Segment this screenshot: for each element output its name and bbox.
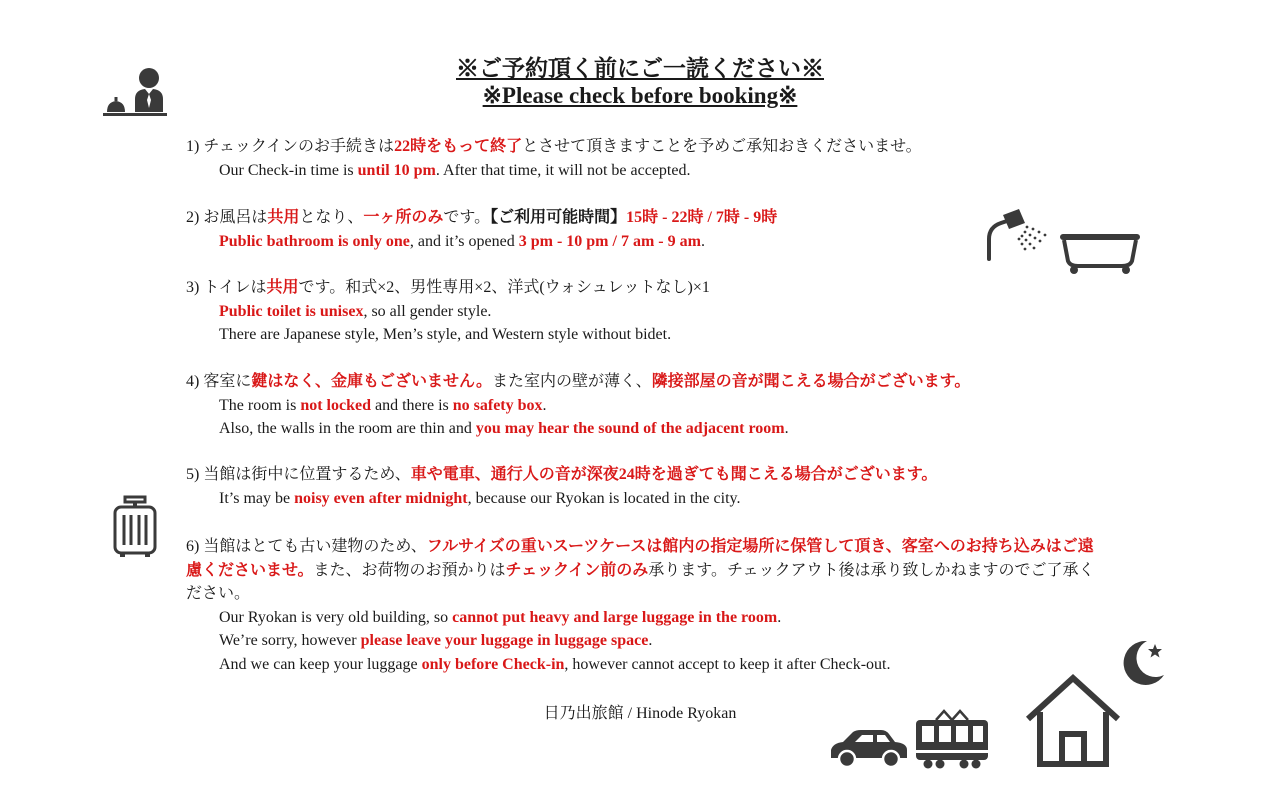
notice-jp-line (186, 276, 1096, 300)
notice-text: Our Check-in time is (219, 161, 358, 179)
notice-text: 4) 客室に (186, 373, 252, 390)
notice-en-line (186, 606, 1096, 630)
emphasis-text: 隣接部屋の音が聞こえる場合がございます。 (651, 373, 971, 390)
emphasis-text: Public toilet is unisex (219, 302, 364, 320)
notice-text: また室内の壁が薄く、 (491, 373, 652, 390)
notice-text: It’s may be (219, 489, 295, 507)
shower-icon (985, 207, 1051, 263)
emphasis-text: noisy even after midnight (294, 489, 468, 507)
notice-text: . After that time, it will not be accepted. (435, 161, 691, 179)
notice-jp-line (186, 535, 1096, 606)
notice-text: とさせて頂きますことを予めご承知おきくださいませ。 (522, 138, 922, 155)
emphasis-text: no safety box (452, 396, 543, 414)
notice-jp-line (186, 206, 1096, 230)
emphasis-text: 一ヶ所のみ (363, 209, 444, 226)
notice-item-toilet (186, 276, 1096, 347)
notice-text: Also, the walls in the room are thin and (219, 420, 476, 437)
emphasis-text: 車や電車、通行人の音が深夜24時を過ぎても聞こえる場合がございます。 (410, 466, 938, 483)
notice-text: 【ご利用可能時間】 (490, 209, 627, 226)
emphasis-text: until 10 pm (357, 161, 436, 179)
notice-text: となり、 (299, 209, 364, 226)
notice-text: . (784, 420, 789, 437)
notice-text: 5) 当館は街中に位置するため、 (186, 466, 411, 483)
notice-item-luggage (186, 535, 1096, 676)
page-title-en: ※Please check before booking※ (482, 83, 798, 108)
notice-text: The room is (219, 396, 301, 414)
notice-text: . (648, 632, 653, 649)
notice-text: and there is (371, 396, 453, 414)
notice-text: , and it’s opened (409, 232, 519, 250)
emphasis-text: please leave your luggage in luggage space (360, 632, 649, 649)
notice-text: 承ります。チェックアウト後は承り致しかねますのでご了承ください。 (186, 561, 1095, 602)
notice-item-room (186, 370, 1096, 441)
notice-item-bathroom (186, 206, 1096, 253)
notice-jp-line (186, 463, 1096, 487)
notice-en-line (186, 159, 1096, 183)
notice-text: 1) チェックインのお手続きは (186, 138, 395, 155)
house-icon (1024, 672, 1122, 770)
notice-text: Our Ryokan is very old building, so (219, 608, 453, 626)
car-icon (829, 728, 909, 770)
notice-text: , however cannot accept to keep it after Check-out. (564, 655, 891, 673)
bathtub-icon (1058, 229, 1142, 275)
notice-item-noise (186, 463, 1096, 510)
notice-en-line (186, 417, 1096, 441)
emphasis-text: 共用 (267, 209, 300, 226)
notice-en-line (186, 300, 1096, 324)
emphasis-text: 3 pm - 10 pm / 7 am - 9 am (518, 232, 701, 250)
notice-text: , so all gender style. (363, 302, 492, 320)
train-icon (914, 706, 990, 770)
notice-text: . (542, 396, 547, 414)
emphasis-text: only before Check-in (421, 655, 565, 673)
emphasis-text: you may hear the sound of the adjacent room (475, 420, 785, 437)
notice-en-line (186, 394, 1096, 418)
emphasis-text: Public bathroom is only one (219, 232, 410, 250)
notice-text: 2) お風呂は (186, 209, 268, 226)
emphasis-text: 鍵はなく、金庫もございません。 (251, 373, 492, 390)
notice-item-checkin (186, 135, 1096, 182)
notice-en-line (186, 629, 1096, 653)
emphasis-text: cannot put heavy and large luggage in the room (452, 608, 778, 626)
emphasis-text: フルサイズの重いスーツケースは館内の指定場所に保管して頂き、客室へのお持ち込みはご遠慮くださいませ。 (186, 538, 1094, 579)
reception-icon (102, 66, 168, 120)
notice-text: 3) トイレは (186, 279, 267, 296)
emphasis-text: 15時 - 22時 / 7時 - 9時 (626, 209, 778, 226)
footer-hotel-name: 日乃出旅館 / Hinode Ryokan (543, 705, 737, 722)
notice-text: And we can keep your luggage (219, 655, 422, 673)
notice-text: 6) 当館はとても古い建物のため、 (186, 538, 427, 555)
notice-jp-line (186, 135, 1096, 159)
emphasis-text: チェックイン前のみ (505, 561, 649, 579)
notice-jp-line (186, 370, 1096, 394)
moon-star-icon (1117, 636, 1169, 688)
notice-en-line (186, 323, 1096, 347)
notice-text: です。 (443, 209, 491, 226)
notice-text: . (700, 232, 705, 250)
emphasis-text: 22時をもって終了 (394, 138, 523, 155)
emphasis-text: not locked (300, 396, 371, 414)
notice-text: また、お荷物のお預かりは (313, 561, 506, 579)
notice-text: We’re sorry, however (219, 632, 361, 649)
emphasis-text: 共用 (266, 279, 299, 296)
notice-text: , because our Ryokan is located in the city. (467, 489, 741, 507)
notice-text: There are Japanese style, Men’s style, and Western style without bidet. (219, 326, 672, 343)
page-title-jp: ※ご予約頂く前にご一読ください※ (456, 56, 824, 81)
suitcase-icon (112, 494, 158, 560)
notice-text: です。和式×2、男性専用×2、洋式(ウォシュレットなし)×1 (298, 279, 710, 296)
notice-en-line (186, 230, 1096, 254)
notice-en-line (186, 653, 1096, 677)
notice-text: . (777, 608, 782, 626)
notice-en-line (186, 487, 1096, 511)
